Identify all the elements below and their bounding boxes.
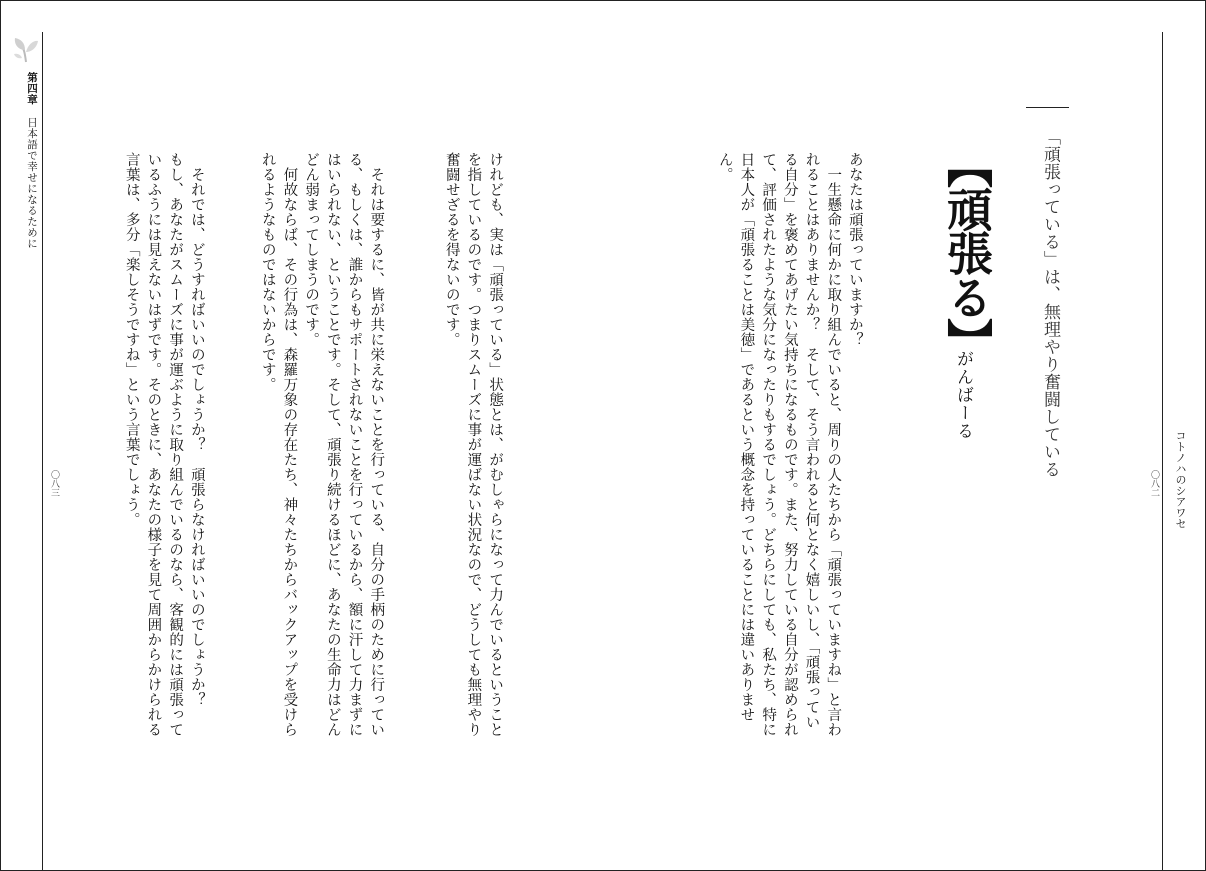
book-section-title: 日本語で幸せになるために: [26, 117, 38, 249]
entry-reading: がんばーる: [953, 350, 973, 440]
body-block-left-page-3: [120, 152, 207, 742]
subtitle-rule: [1026, 107, 1069, 108]
paragraph: 一生懸命に何かに取り組んでいると、周りの人たちから「頑張っていますね」と言われることはありませんか？ そして、そう言われると何となく嬉しいし、「頑張っている自分」を褒めてあげたい気持ちになるものです。また、努力している自分が認められて、評価されたような気分になったりもするでしょう。どちらにしても、私たち、特に日本人が「頑張ることは美徳」であるという概念を持っていることには違いありません。: [716, 152, 842, 737]
right-page-number: 〇八二: [1149, 470, 1159, 497]
left-page-number: 〇八三: [49, 470, 59, 497]
body-block-left-page-1: [440, 152, 505, 742]
paragraph: 何故ならば、その行為は、森羅万象の存在たち、神々たちからバックアップを受けられるようなものではないからです。: [259, 152, 298, 737]
right-running-header: コトノハのシアワセ: [1174, 430, 1187, 529]
paragraph: もし、あなたがスムーズに事が運ぶように取り組んでいるのなら、客観的には頑張っているふうには見えないはずです。そのときに、あなたの様子を見て周囲からかけられる言葉は、多分「楽しそうですね」という言葉でしょう。: [123, 152, 184, 737]
chapter-label: 第四章: [26, 72, 38, 105]
paragraph: あなたは頑張っていますか？: [846, 152, 863, 347]
entry-subtitle: 「頑張っている」は、無理やり奮闘している: [1040, 128, 1060, 478]
right-margin-rule: [1162, 32, 1163, 871]
paragraph: それは要するに、皆が共に栄えないことを行っている、自分の手柄のために行っている、もしくは、誰からもサポートされないことを行っているから、額に汗して力まずにはいられない、ということです。そして、頑張り続けるほどに、あなたの生命力はどんどん弱まってしまうのです。: [303, 152, 385, 737]
body-block-left-page-2: [256, 152, 386, 742]
entry-headword: 【頑張る】: [940, 142, 994, 362]
paragraph: けれども、実は「頑張っている」状態とは、がむしゃらになって力んでいるということを指しているのです。つまりスムーズに事が運ばない状況なので、どうしても無理やり奮闘せざるを得ないのです。: [443, 152, 504, 737]
left-margin-rule: [42, 32, 43, 871]
leaf-sprout-icon: [12, 34, 40, 64]
left-running-header: [24, 72, 40, 249]
body-block-right-page: [713, 152, 865, 742]
paragraph: それでは、どうすればいいのでしょうか？ 頑張らなければいいのでしょうか？: [188, 166, 205, 707]
